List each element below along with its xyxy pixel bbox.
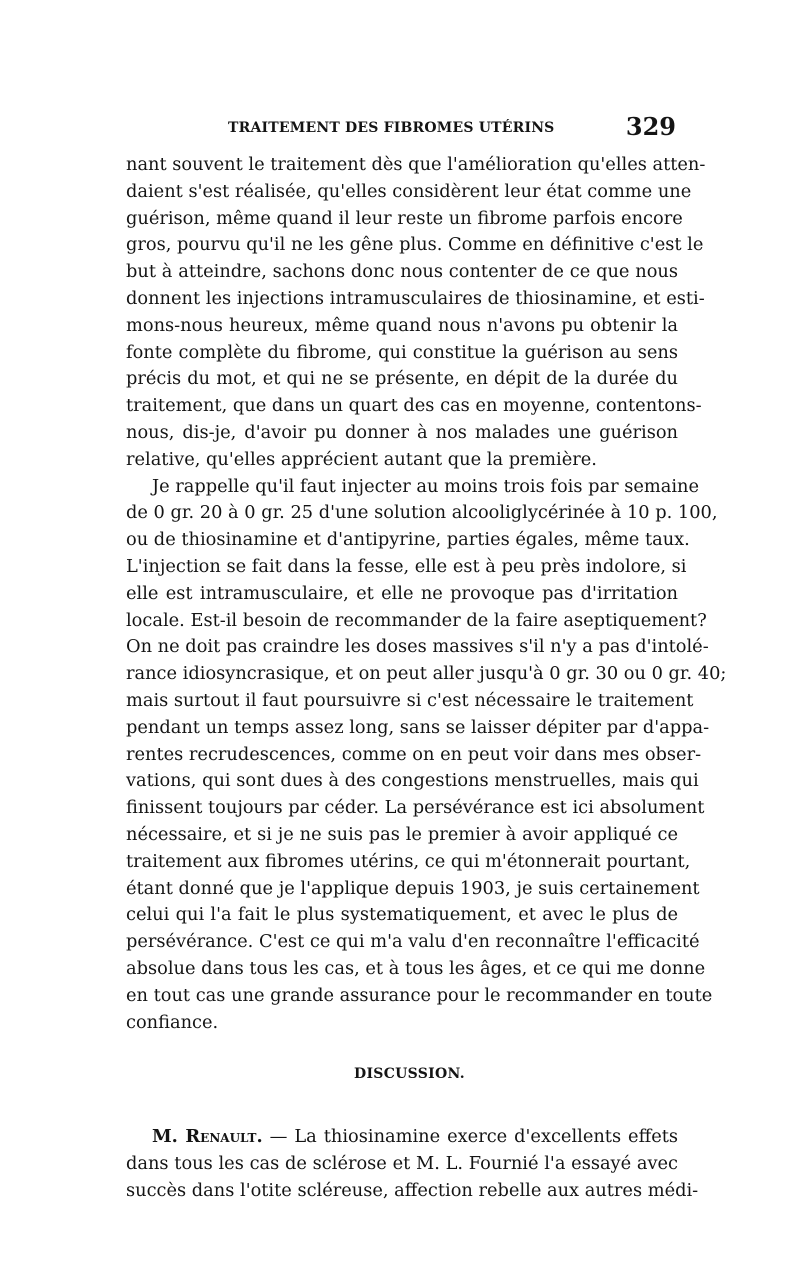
text-line: guérison, même quand il leur reste un fibrome parfois encore	[126, 207, 683, 229]
text-line: On ne doit pas craindre les doses massives s'il n'y a pas d'intolé-	[126, 636, 709, 658]
paragraph-discussion	[126, 1124, 699, 1204]
text-line: locale. Est-il besoin de recommander de la faire aseptiquement?	[126, 609, 707, 631]
section-heading: DISCUSSION.	[354, 1066, 465, 1083]
text-line: celui qui l'a fait le plus systematiquement, et avec le plus de	[126, 904, 678, 926]
text-line: fonte complète du fibrome, qui constitue la guérison au sens	[126, 341, 678, 363]
discussion-heading-block	[126, 1036, 678, 1124]
text-line: pendant un temps assez long, sans se laisser dépiter par d'appa-	[126, 716, 710, 738]
text-line: gros, pourvu qu'il ne les gêne plus. Comme en définitive c'est le	[126, 234, 704, 256]
text-line: étant donné que je l'applique depuis 1903, je suis certainement	[126, 877, 700, 899]
text-line: Je rappelle qu'il faut injecter au moins trois fois par semaine	[152, 475, 700, 497]
paragraph-injection	[126, 474, 727, 1037]
running-header	[126, 112, 678, 152]
text-line: finissent toujours par céder. La persévérance est ici absolument	[126, 797, 705, 819]
paragraph-continuation	[126, 152, 706, 474]
text-line: dans tous les cas de sclérose et M. L. Fournié l'a essayé avec	[126, 1153, 678, 1175]
speaker-name: M. Renault.	[152, 1126, 263, 1148]
text-line: nant souvent le traitement dès que l'amélioration qu'elles atten-	[126, 154, 706, 175]
text-line: persévérance. C'est ce qui m'a valu d'en reconnaître l'efficacité	[126, 931, 700, 953]
text-line: mais surtout il faut poursuivre si c'est nécessaire le traitement	[126, 689, 694, 711]
text-line: rance idiosyncrasique, et on peut aller jusqu'à 0 gr. 30 ou 0 gr. 40;	[126, 663, 727, 685]
text-line	[126, 1124, 678, 1151]
text-line: succès dans l'otite scléreuse, affection rebelle aux autres médi-	[126, 1179, 699, 1201]
speaker-text: — La thiosinamine exerce d'excellents effets	[262, 1126, 679, 1148]
running-title: TRAITEMENT DES FIBROMES UTÉRINS	[228, 120, 555, 136]
text-line: L'injection se fait dans la fesse, elle est à peu près indolore, si	[126, 555, 687, 577]
text-line: nécessaire, et si je ne suis pas le premier à avoir appliqué ce	[126, 823, 678, 845]
text-line: donnent les injections intramusculaires de thiosinamine, et esti-	[126, 287, 705, 309]
text-line: confiance.	[126, 1011, 219, 1033]
text-line: daient s'est réalisée, qu'elles considèrent leur état comme une	[126, 180, 692, 202]
text-line: but à atteindre, sachons donc nous contenter de ce que nous	[126, 261, 678, 283]
text-line: de 0 gr. 20 à 0 gr. 25 d'une solution alcooliglycérinée à 10 p. 100,	[126, 502, 718, 524]
text-line: traitement aux fibromes utérins, ce qui m'étonnerait pourtant,	[126, 850, 691, 872]
text-line: relative, qu'elles apprécient autant que la première.	[126, 448, 597, 470]
text-line: précis du mot, et qui ne se présente, en dépit de la durée du	[126, 368, 678, 390]
text-line: rentes recrudescences, comme on en peut voir dans mes obser-	[126, 743, 702, 765]
text-line: mons-nous heureux, même quand nous n'avons pu obtenir la	[126, 314, 678, 336]
text-line: vations, qui sont dues à des congestions menstruelles, mais qui	[126, 770, 699, 792]
text-line: nous, dis-je, d'avoir pu donner à nos malades une guérison	[126, 421, 678, 443]
document-page	[126, 112, 727, 1205]
text-line: traitement, que dans un quart des cas en moyenne, contentons-	[126, 395, 702, 417]
text-line: absolue dans tous les cas, et à tous les âges, et ce qui me donne	[126, 957, 706, 979]
text-line: en tout cas une grande assurance pour le recommander en toute	[126, 984, 713, 1006]
page-number: 329	[625, 112, 676, 141]
text-line: ou de thiosinamine et d'antipyrine, parties égales, même taux.	[126, 529, 690, 551]
text-line: elle est intramusculaire, et elle ne provoque pas d'irritation	[126, 582, 678, 604]
